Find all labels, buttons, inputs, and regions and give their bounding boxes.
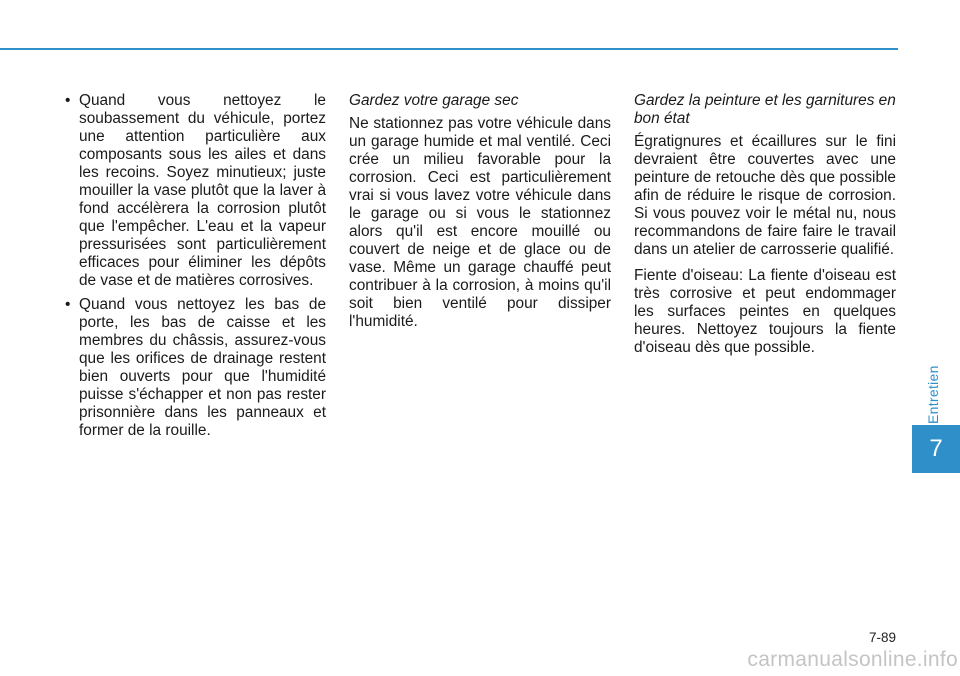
bullet-underbody: • Quand vous nettoyez le soubassement du véhicule, portez une attention particulière aux composants sous les ailes et dans les recoins. Soyez minutieux; juste mouiller la vase plutôt que la laver à fond accélèrera la corrosion plutôt que l'empêcher. L'eau et la vapeur pressurisées sont particulièrement efficaces pour éliminer les dépôts de vase et de matières corrosives. bbox=[64, 92, 326, 290]
section-label: Entretien bbox=[925, 365, 941, 425]
heading-paint-trim: Gardez la peinture et les garnitures en bon état bbox=[634, 92, 896, 127]
bullet-rocker-panels: • Quand vous nettoyez les bas de porte, les bas de caisse et les membres du châssis, assurez-vous que les orifices de drainage restent bien ouverts pour que l'humidité puisse s'échapper et non pas rester prisonnière dans les panneaux et former de la rouille. bbox=[64, 296, 326, 440]
page-number: 7-89 bbox=[868, 630, 896, 645]
heading-garage-dry: Gardez votre garage sec bbox=[349, 92, 519, 109]
paragraph-garage: Ne stationnez pas votre véhicule dans un garage humide et mal ventilé. Ceci crée un milieu favorable pour la corrosion. Ceci est particulièrement vrai si vous lavez votre véhicule dans le garage ou si vous le stationnez alors qu'il est encore mouillé ou couvert de neige et de glace ou de vase. Même un garage chauffé peut contribuer à la corrosion, à moins qu'il soit bien ventilé pour dissiper l'humidité. bbox=[349, 115, 611, 330]
column-2 bbox=[349, 92, 611, 339]
paragraph-scratches: Égratignures et écaillures sur le fini devraient être couvertes avec une peinture de retouche dès que possible afin de réduire le risque de corrosion. Si vous pouvez voir le métal nu, nous recommandons de faire faire le travail dans un atelier de carrosserie qualifié. bbox=[634, 133, 896, 258]
chapter-tab: 7 bbox=[912, 425, 960, 473]
header-rule bbox=[0, 48, 898, 50]
column-1 bbox=[64, 92, 326, 446]
paragraph-bird-droppings: Fiente d'oiseau: La fiente d'oiseau est très corrosive et peut endommager les surfaces peintes en quelques heures. Nettoyez toujours la fiente d'oiseau dès que possible. bbox=[634, 267, 896, 356]
watermark: carmanualsonline.info bbox=[747, 648, 958, 671]
bullet-list bbox=[64, 92, 326, 440]
column-3 bbox=[634, 92, 896, 365]
